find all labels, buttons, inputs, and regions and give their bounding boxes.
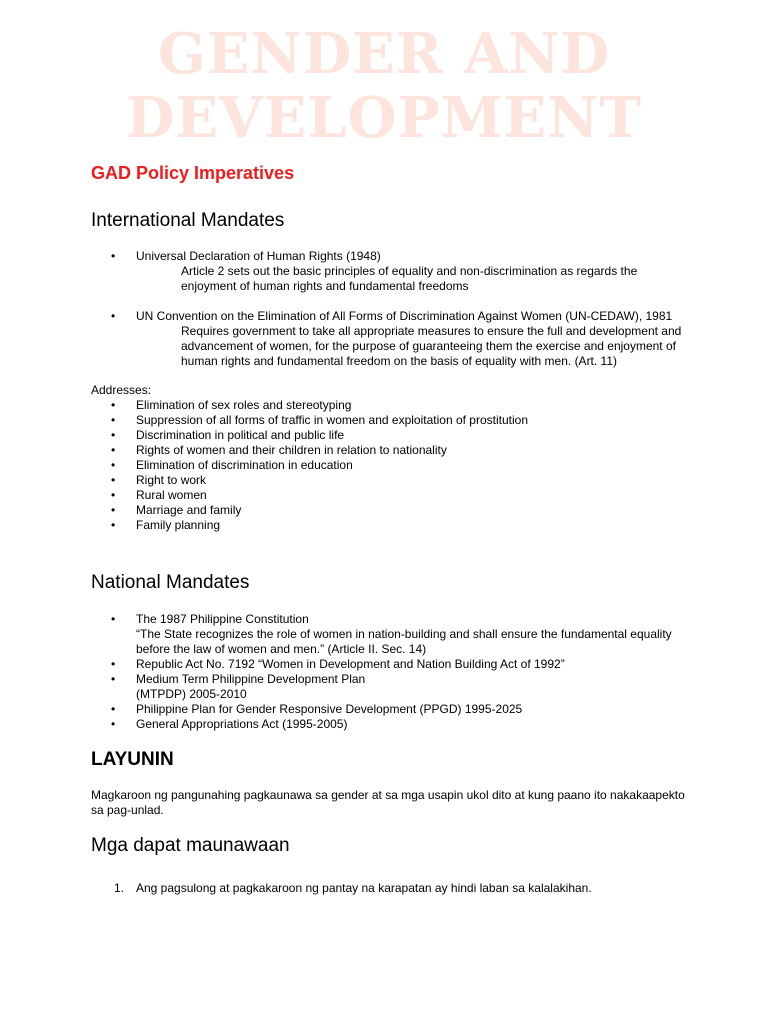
list-item: • Suppression of all forms of traffic in women and exploitation of prostitution (91, 413, 691, 428)
list-item: • Rights of women and their children in relation to nationality (91, 443, 691, 458)
layunin-text: Magkaroon ng pangunahing pagkaunawa sa gender at sa mga usapin ukol dito at kung paano ito nakakaapekto sa pag-unlad. (91, 788, 685, 817)
list-item (91, 717, 691, 732)
list-item: • Right to work (91, 473, 691, 488)
mandate-description: Article 2 sets out the basic principles of equality and non-discrimination as regards the enjoyment of human rights and fundamental freedoms (181, 264, 638, 293)
list-item: • Elimination of sex roles and stereotyping (91, 398, 691, 413)
mandate-title: • UN Convention on the Elimination of All Forms of Discrimination Against Women (UN-CEDAW), 1981 (136, 309, 673, 323)
watermark-line-1: GENDER AND (157, 21, 611, 87)
list-item: • Rural women (91, 488, 691, 503)
watermark-line-2: DEVELOPMENT (125, 85, 643, 151)
list-item (91, 309, 691, 369)
mandate-title: • Medium Term Philippine Development Plan (136, 672, 366, 686)
list-item (91, 657, 691, 672)
list-item: • Discrimination in political and public life (91, 428, 691, 443)
dapat-heading: Mga dapat maunawaan (91, 835, 290, 856)
watermark (0, 22, 768, 150)
addresses-list (91, 398, 691, 533)
addresses-label: Addresses: (91, 383, 152, 397)
item-text: Ang pagsulong at pagkakaroon ng pantay na karapatan ay hindi laban sa kalalakihan. (136, 881, 592, 895)
mandate-title: • Universal Declaration of Human Rights (1948) (136, 249, 381, 263)
mandate-title: • General Appropriations Act (1995-2005) (136, 717, 348, 731)
policy-title: GAD Policy Imperatives (91, 163, 295, 183)
list-item (91, 672, 691, 702)
mandate-description: “The State recognizes the role of women in nation-building and shall ensure the fundamental equality before the law of women and men.” (Article II. Sec. 14) (136, 627, 672, 656)
international-list (91, 249, 691, 369)
list-item: • Marriage and family (91, 503, 691, 518)
mandate-title: • The 1987 Philippine Constitution (136, 612, 309, 626)
mandate-description: (MTPDP) 2005-2010 (136, 687, 247, 701)
item-number: 1. (114, 881, 125, 895)
national-list (91, 612, 691, 732)
dapat-list (91, 881, 691, 896)
list-item (91, 702, 691, 717)
mandate-description: Requires government to take all appropriate measures to ensure the full and development and advancement of women, for the purpose of guaranteeing them the exercise and enjoyment of human rights and fundamental freedom on the basis of equality with men. (Art. 11) (181, 324, 682, 368)
mandate-title: • Philippine Plan for Gender Responsive Development (PPGD) 1995-2025 (136, 702, 523, 716)
list-item: • Family planning (91, 518, 691, 533)
national-heading: National Mandates (91, 572, 250, 593)
mandate-title: • Republic Act No. 7192 “Women in Development and Nation Building Act of 1992” (136, 657, 565, 671)
list-item (91, 881, 691, 896)
layunin-heading: LAYUNIN (91, 749, 174, 770)
document-body (91, 158, 691, 896)
list-item (91, 612, 691, 657)
list-item (91, 249, 691, 294)
list-item: • Elimination of discrimination in education (91, 458, 691, 473)
international-heading: International Mandates (91, 210, 285, 231)
